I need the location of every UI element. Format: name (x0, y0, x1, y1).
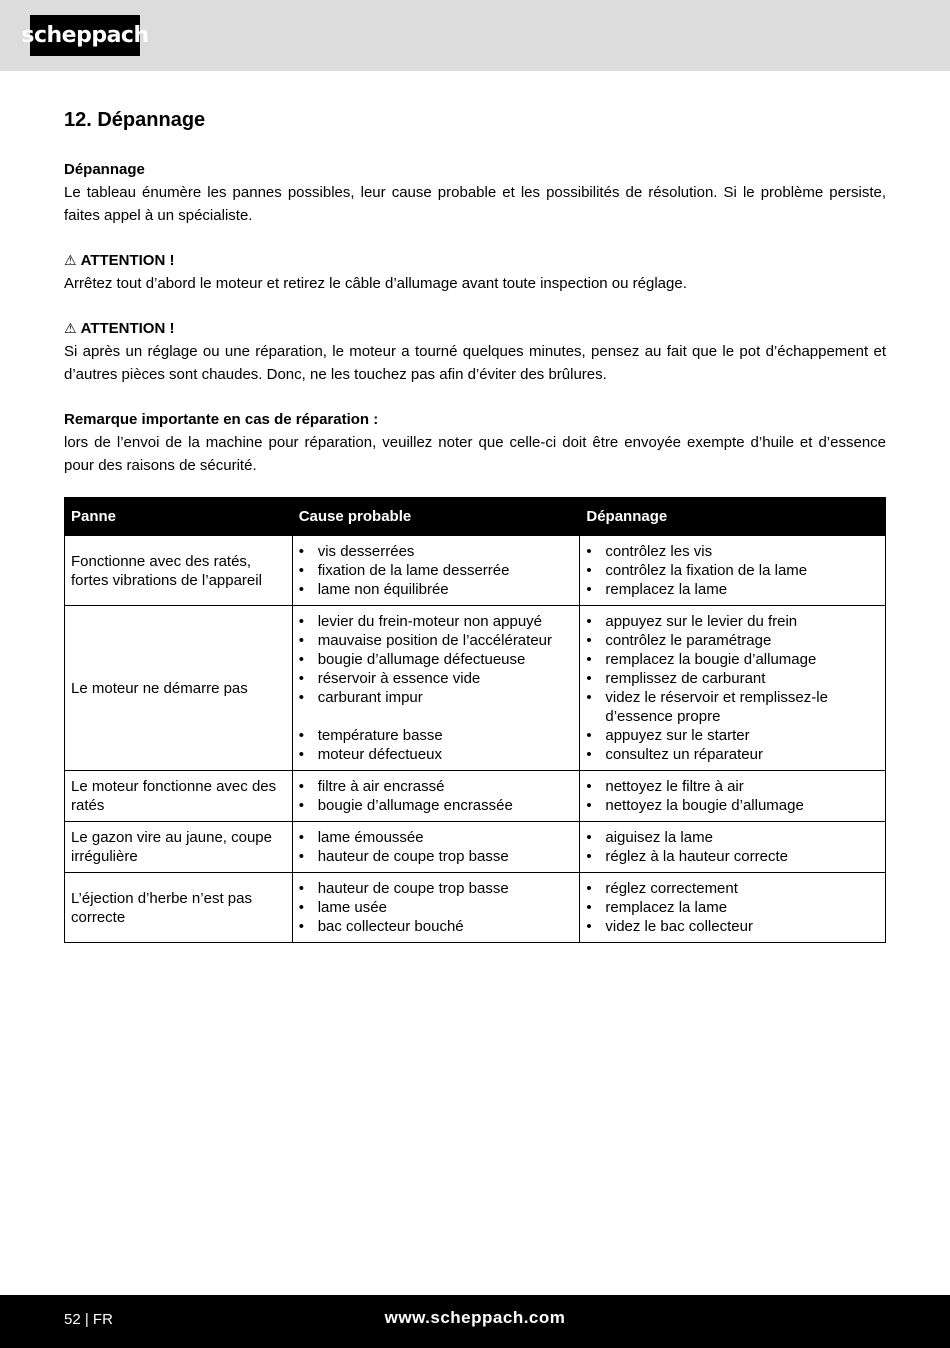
list-item: • bac collecteur bouché (299, 917, 574, 936)
main-content (64, 104, 886, 499)
remedy-cell (580, 771, 886, 822)
list-item: • remplissez de carburant (586, 669, 879, 688)
list-item: • moteur défectueux (299, 745, 574, 764)
list-item: • bougie d’allumage défectueuse (299, 650, 574, 669)
list-item: • lame non équilibrée (299, 580, 574, 599)
remark-block (64, 408, 886, 477)
cause-cell (292, 536, 580, 606)
list-item: • lame émoussée (299, 828, 574, 847)
remark-heading: Remarque importante en cas de réparation : (64, 411, 379, 428)
panne-cell: Le moteur fonctionne avec des ratés (65, 771, 293, 822)
panne-cell: L’éjection d’herbe n’est pas correcte (65, 873, 293, 943)
top-bar (0, 0, 950, 71)
section-title: 12. Dépannage (64, 109, 206, 131)
table-row (65, 606, 886, 771)
warning-text: Si après un réglage ou une réparation, le moteur a tourné quelques minutes, pensez au fait que le pot d’échappement et d’autres pièces sont chaudes. Donc, ne les touchez pas afin d’éviter des brûlures. (64, 343, 886, 383)
panne-cell: Fonctionne avec des ratés, fortes vibrations de l’appareil (65, 536, 293, 606)
list-item: • contrôlez le paramétrage (586, 631, 879, 650)
page-number: 52 | FR (64, 1311, 113, 1328)
warning-heading: ATTENTION ! (80, 320, 175, 337)
list-item: • nettoyez le filtre à air (586, 777, 879, 796)
warning-heading: ATTENTION ! (80, 252, 175, 269)
panne-cell: Le moteur ne démarre pas (65, 606, 293, 771)
list-item: • contrôlez les vis (586, 542, 879, 561)
warning-block-2 (64, 317, 886, 386)
footer-bar (0, 1295, 950, 1348)
list-item: • appuyez sur le starter (586, 726, 879, 745)
list-item: • consultez un réparateur (586, 745, 879, 764)
website-link[interactable]: www.scheppach.com (384, 1308, 566, 1327)
column-header-depannage: Dépannage (580, 498, 886, 536)
list-item: • nettoyez la bougie d’allumage (586, 796, 879, 815)
list-item: • lame usée (299, 898, 574, 917)
cause-cell (292, 606, 580, 771)
table-row (65, 873, 886, 943)
cause-cell (292, 822, 580, 873)
table-row (65, 822, 886, 873)
list-item: • hauteur de coupe trop basse (299, 879, 574, 898)
table-header-row (65, 498, 886, 536)
table-row (65, 771, 886, 822)
list-item: • température basse (299, 726, 574, 745)
column-header-cause: Cause probable (292, 498, 580, 536)
remedy-cell (580, 822, 886, 873)
list-item: • hauteur de coupe trop basse (299, 847, 574, 866)
list-item: • remplacez la lame (586, 898, 879, 917)
list-item: • remplacez la lame (586, 580, 879, 599)
list-item: • remplacez la bougie d’allumage (586, 650, 879, 669)
list-item: • filtre à air encrassé (299, 777, 574, 796)
column-header-panne: Panne (65, 498, 293, 536)
list-item: • contrôlez la fixation de la lame (586, 561, 879, 580)
warning-triangle-icon: ⚠ (64, 252, 77, 268)
remark-text: lors de l’envoi de la machine pour réparation, veuillez noter que celle-ci doit être envoyée exempte d’huile et d’essence pour des raisons de sécurité. (64, 434, 886, 474)
scheppach-logo: scheppach (30, 15, 140, 56)
cause-cell (292, 771, 580, 822)
warning-block-1 (64, 249, 886, 295)
list-item: • vis desserrées (299, 542, 574, 561)
table-row (65, 536, 886, 606)
cause-cell (292, 873, 580, 943)
list-item: • mauvaise position de l’accélérateur (299, 631, 574, 650)
troubleshooting-table (64, 497, 886, 943)
remedy-cell (580, 606, 886, 771)
list-item: • levier du frein-moteur non appuyé (299, 612, 574, 631)
list-item: • réservoir à essence vide (299, 669, 574, 688)
list-item: • appuyez sur le levier du frein (586, 612, 879, 631)
remedy-cell (580, 536, 886, 606)
list-item: • videz le réservoir et remplissez-le d’essence propre (586, 688, 879, 726)
intro-text: Le tableau énumère les pannes possibles, leur cause probable et les possibilités de résolution. Si le problème persiste, faites appel à un spécialiste. (64, 184, 886, 224)
list-item: • réglez correctement (586, 879, 879, 898)
list-item: • aiguisez la lame (586, 828, 879, 847)
list-item: • fixation de la lame desserrée (299, 561, 574, 580)
remedy-cell (580, 873, 886, 943)
intro-heading: Dépannage (64, 161, 145, 178)
panne-cell: Le gazon vire au jaune, coupe irrégulière (65, 822, 293, 873)
list-item: • carburant impur (299, 688, 574, 707)
intro-block (64, 158, 886, 227)
list-item: • videz le bac collecteur (586, 917, 879, 936)
warning-text: Arrêtez tout d’abord le moteur et retirez le câble d’allumage avant toute inspection ou réglage. (64, 275, 687, 292)
list-item: • réglez à la hauteur correcte (586, 847, 879, 866)
list-item: • bougie d’allumage encrassée (299, 796, 574, 815)
warning-triangle-icon: ⚠ (64, 320, 77, 336)
